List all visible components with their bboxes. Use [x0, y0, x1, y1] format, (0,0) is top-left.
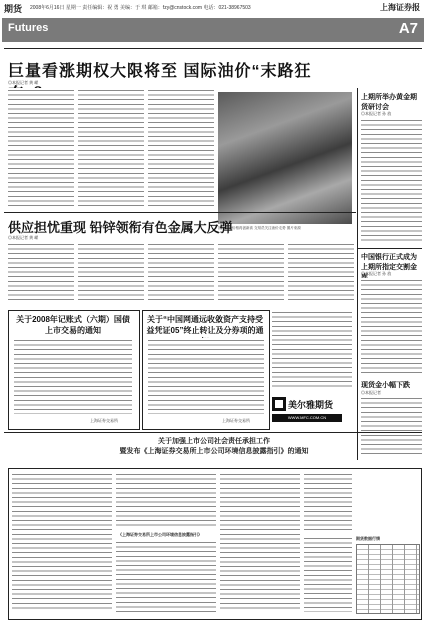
logo-url[interactable]: WWW.MFC.COM.CN [272, 414, 342, 422]
section-band [2, 18, 424, 42]
lead-column-1 [8, 88, 74, 208]
lead-column-3 [148, 88, 214, 208]
lead-byline: ◎本报记者 黄 嵘 [8, 80, 39, 85]
announcement-title-1: 关于加强上市公司社会责任承担工作 [158, 438, 270, 445]
notice-org-2: 上海证券交易所 [222, 418, 250, 423]
notice-body-1 [14, 338, 132, 414]
story2-headline: 供应担忧重现 铅锌领衔有色金属大反弹 [8, 220, 233, 235]
photo-caption: 国际原油价格再创新高 交易员关注油价走势 图片来源 [218, 226, 301, 230]
announcement-subtitle: 《上海证券交易所上市公司环境信息披露指引》 [118, 532, 202, 537]
notice-title-1: 关于2008年记账式（六期）国债上市交易的通知 [16, 315, 130, 335]
trader-photo [218, 92, 352, 224]
announcement-column-5 [304, 472, 352, 532]
market-data-table [356, 544, 420, 614]
side-headline-1: 上期所举办黄金期货研讨会 [361, 94, 417, 111]
announcement-column-1 [12, 472, 112, 612]
page-number: A7 [398, 20, 418, 37]
divider [4, 48, 422, 49]
side-column-2 [361, 278, 422, 374]
announcement-title-2: 暨发布《上海证券交易所上市公司环境信息披露指引》的通知 [119, 448, 309, 455]
story2-column-3 [148, 242, 214, 302]
story2-column-5 [288, 242, 354, 302]
announcement-column-4 [220, 472, 300, 612]
divider [4, 212, 356, 213]
story2-column-1 [8, 242, 74, 302]
side-byline-2: ◎本报记者 孙 放 [361, 271, 392, 276]
side-headline-3: 现货金小幅下跌 [361, 382, 410, 389]
divider [4, 432, 422, 433]
logo-name: 美尔雅期货 [288, 400, 334, 410]
story2-column-2 [78, 242, 144, 302]
side-byline-1: ◎本报记者 孙 放 [361, 111, 392, 116]
lead-headline: 巨量看涨期权大限将至 国际油价“末路狂 [8, 63, 312, 80]
table-title: 期货数据行情 [356, 536, 380, 541]
lead-column-2 [78, 88, 144, 208]
side-column-1 [361, 118, 422, 244]
logo-icon [272, 397, 286, 411]
announcement-column-3 [116, 540, 216, 612]
header-info: 2008年6月16日 星期一 责任编辑：祝 勇 美编：于 琪 邮箱：fzy@cnstock.com 电话：021-38967503 [30, 5, 251, 11]
divider [358, 248, 422, 249]
story2-column-4 [218, 242, 284, 302]
side-headline-2: 中国银行正式成为上期所指定交割金 [361, 254, 417, 271]
announcement-column-6 [304, 536, 352, 612]
announcement-column-2 [116, 472, 216, 528]
story2-byline: ◎本报记者 黄 嵘 [8, 235, 39, 240]
notice-title-2: 关于“中国网通远收敛资产支持受益凭证05”终止转让及分券项的通 [146, 315, 264, 335]
story2-continued [272, 310, 352, 390]
section-title: Futures [8, 22, 49, 34]
notice-org-1: 上海证券交易所 [90, 418, 118, 423]
notice-body-2 [148, 338, 264, 414]
paper-name: 上海证券报 [380, 2, 420, 12]
side-byline-3: ◎本报记者 [361, 390, 381, 395]
section-name: 期货 [4, 4, 23, 14]
divider [357, 88, 358, 460]
